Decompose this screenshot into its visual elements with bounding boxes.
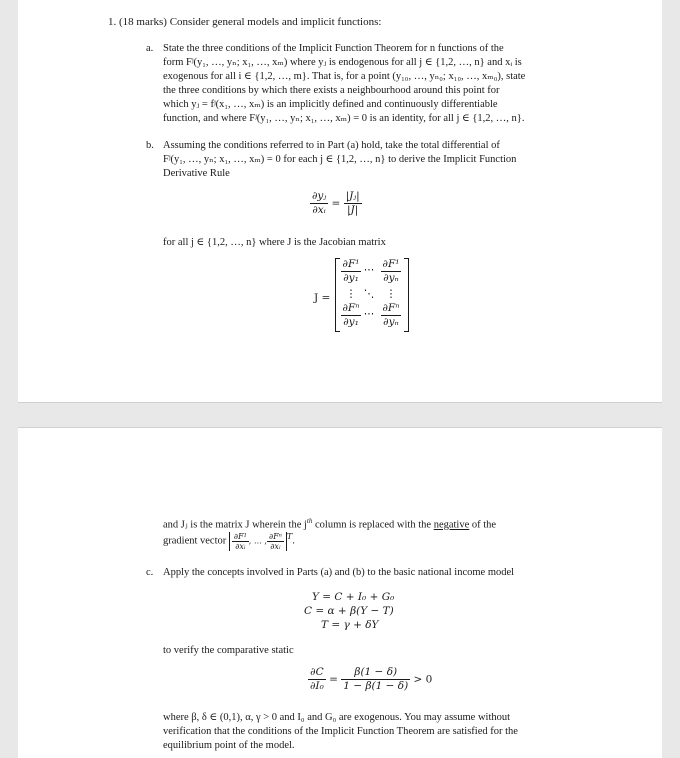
jj-def-post: of the [469, 519, 497, 531]
jacobian-hdots-bottom: ⋯ [363, 309, 375, 320]
br-den: ∂yₙ [383, 316, 399, 328]
rule-lhs-fraction [310, 190, 328, 217]
part-a-line-1: State the three conditions of the Implicit Function Theorem for n functions of the [163, 43, 504, 54]
where-line-2: verification that the conditions of the Implicit Function Theorem are satisfied for the [163, 726, 518, 737]
tl-num: ∂F¹ [342, 258, 360, 270]
jj-def-pre: and Jⱼ is the matrix J wherein the j [163, 519, 307, 531]
cs-lhs-num: ∂C [308, 666, 326, 680]
part-a-label: a. [146, 43, 154, 54]
vec-num-2: ∂Fⁿ [268, 531, 282, 541]
transpose-mark: T [286, 532, 293, 541]
rule-rhs-fraction [344, 190, 362, 217]
jacobian-top-right [378, 258, 404, 285]
gradient-vector-expr [229, 532, 287, 551]
jacobian-vdots-right: ⋮ [385, 289, 397, 300]
vec-num-1: ∂F¹ [233, 531, 247, 541]
cs-lhs-fraction [308, 666, 326, 693]
for-all-jacobian-text: for all j ∈ {1,2, …, n} where J is the Jacobian matrix [163, 237, 386, 248]
vec-den-2: ∂xᵢ [270, 541, 281, 551]
rule-rhs-den: |J| [347, 204, 359, 216]
jacobian-vdots-left: ⋮ [345, 289, 357, 300]
document-page-2 [18, 427, 662, 758]
verify-text: to verify the comparative static [163, 645, 294, 656]
vec-period: . [292, 535, 295, 547]
jj-def-sup: th [306, 517, 313, 525]
bl-num: ∂Fⁿ [342, 302, 360, 314]
part-a-line-2: form Fʲ(y₁, …, yₙ; x₁, …, xₘ) where yⱼ is endogenous for all j ∈ {1,2, …, n} and xᵢ is [163, 57, 522, 68]
document-page-1 [18, 0, 662, 403]
jacobian-lhs: J = [314, 292, 331, 304]
gradient-vector-label: gradient vector [163, 535, 227, 547]
rule-lhs-den: ∂xᵢ [312, 204, 326, 216]
equation-t: T = γ + δY [321, 619, 379, 631]
jacobian-hdots-top: ⋯ [363, 265, 375, 276]
bl-den: ∂y₁ [343, 316, 359, 328]
tr-num: ∂F¹ [382, 258, 400, 270]
br-num: ∂Fⁿ [382, 302, 400, 314]
part-a-line-4: the three conditions by which there exists a neighbourhood around this point for [163, 85, 500, 96]
jj-def-mid: column is replaced with the [312, 519, 434, 531]
part-a-line-5: which yⱼ = fʲ(x₁, …, xₘ) is an implicitly defined and continuously differentiable [163, 99, 498, 110]
cs-lhs-den: ∂I₀ [310, 680, 324, 692]
gradient-vector-line [163, 530, 295, 551]
rule-lhs-num: ∂yⱼ [312, 190, 327, 202]
equation-y: Y = C + I₀ + G₀ [312, 591, 395, 603]
rule-rhs-num: |Jⱼ| [345, 190, 360, 202]
part-b-line-2: Fʲ(y₁, …, yₙ; x₁, …, xₘ) = 0 for each j ∈ {1,2, …, n} to derive the Implicit Function [163, 154, 517, 165]
where-line-1: where β, δ ∈ (0,1), α, γ > 0 and I₀ and G₀ are exogenous. You may assume without [163, 712, 511, 723]
question-header: 1. (18 marks) Consider general models and implicit functions: [108, 16, 382, 28]
part-b-line-1: Assuming the conditions referred to in Part (a) hold, take the total differential of [163, 140, 500, 151]
tl-den: ∂y₁ [343, 272, 359, 284]
equation-c: C = α + β(Y − T) [304, 605, 394, 617]
part-c-label: c. [146, 567, 154, 578]
where-line-3: equilibrium point of the model. [163, 740, 295, 751]
implicit-derivative-rule: $\frac{\text{∂yⱼ}}{\text{∂xᵢ}}$ = $\frac{\text{|Jⱼ|}}{|J|}$ [312, 190, 360, 216]
jj-def-underlined: negative [433, 519, 470, 531]
cs-rhs-num: β(1 − δ) [341, 666, 410, 680]
cs-greater-than-zero: > 0 [413, 673, 433, 686]
jacobian-right-bracket [404, 258, 409, 332]
vec-den-1: ∂xᵢ [235, 541, 246, 551]
part-b-line-3: Derivative Rule [163, 168, 230, 179]
part-a-line-6: function, and where Fʲ(y₁, …, yₙ; x₁, …, xₘ) = 0 is an identity, for all j ∈ {1,2, …, n}. [163, 113, 525, 124]
comparative-static: $\frac{\partial C}{\text{∂I₀}}$ = $\frac{\beta(1 - \delta)}{1 - \beta(1 - \delta)}$ > 0 [310, 666, 433, 692]
part-a-line-3: exogenous for all i ∈ {1,2, …, m}. That is, for a point (y₁₀, …, yₙ₀; x₁₀, …, xₘ₀), state [163, 71, 526, 82]
cs-rhs-fraction [341, 666, 410, 693]
vec-separator: , … , [248, 536, 267, 546]
part-b-label: b. [146, 140, 154, 151]
cs-rhs-den: 1 − β(1 − δ) [343, 680, 409, 692]
tr-den: ∂yₙ [383, 272, 399, 284]
jacobian-ddots: ⋱ [363, 289, 375, 300]
part-c-line: Apply the concepts involved in Parts (a) and (b) to the basic national income model [163, 567, 515, 578]
jacobian-bottom-right [378, 302, 404, 329]
